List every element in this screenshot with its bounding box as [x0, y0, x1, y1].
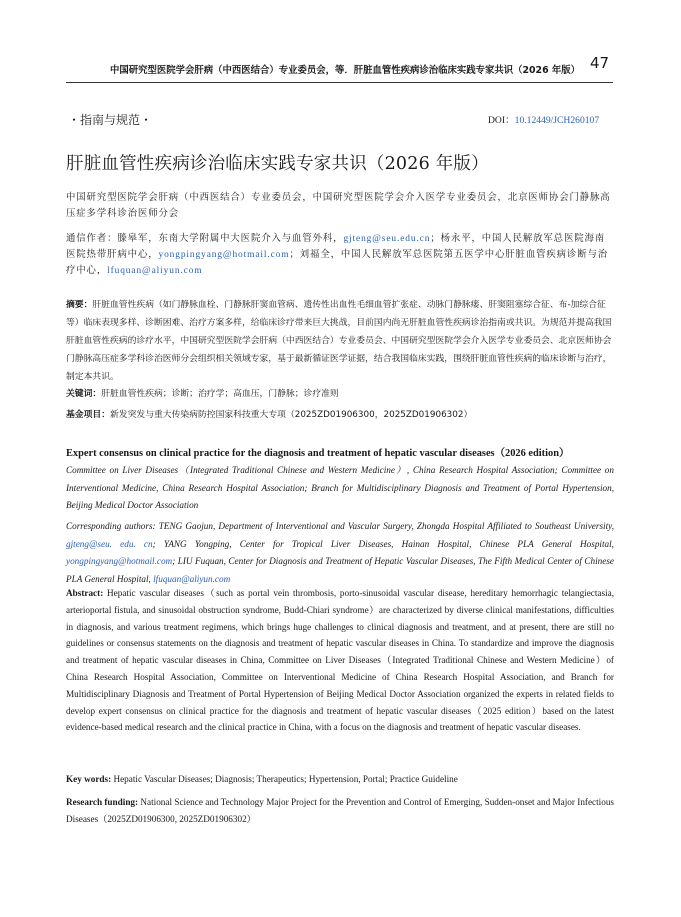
email-link-teng[interactable]: gjteng@seu.edu.cn	[343, 234, 431, 244]
running-header: 中国研究型医院学会肝病（中西医结合）专业委员会，等．肝脏血管性疾病诊治临床实践专家共识（2026 年版）	[110, 65, 580, 76]
funding-cn-text: 新发突发与重大传染病防控国家科技重大专项（2025ZD01906300，2025ZD01906302）	[110, 410, 473, 420]
doi-label: DOI：	[488, 115, 515, 126]
keywords-en-text: Hepatic Vascular Diseases; Diagnosis; Therapeutics; Hypertension, Portal; Practice Guideline	[111, 774, 458, 784]
page-number: 47	[590, 54, 610, 72]
section-tag: ・指南与规范・	[68, 113, 153, 127]
corresponding-en-prefix: Corresponding authors: TENG Gaojun, Department of Interventional and Vascular Surgery, Zhongda Hospital Affiliated to Southeast University,	[66, 521, 614, 531]
funding-en	[66, 794, 614, 828]
corresponding-cn-mid1: ；杨永平，中国人民解放军总医院海南医院热带肝病中心，	[66, 233, 606, 260]
abstract-en-label: Abstract:	[66, 588, 104, 598]
doi	[488, 112, 599, 126]
corresponding-cn-prefix: 通信作者：滕皋军，东南大学附属中大医院介入与血管外科，	[66, 233, 344, 244]
email-link-liu[interactable]: lfuquan@aliyun.com	[107, 266, 203, 276]
abstract-cn-label: 摘要：	[66, 300, 93, 310]
email-link-teng-en[interactable]: gjteng@seu. edu. cn	[66, 538, 153, 549]
title-en: Expert consensus on clinical practice for the diagnosis and treatment of hepatic vascular diseases（2026 edition）	[66, 448, 570, 459]
email-link-yang[interactable]: yongpingyang@hotmail.com	[158, 250, 290, 260]
abstract-cn-text: 肝脏血管性疾病（如门静脉血栓、门静脉肝窦血管病、遗传性出血性毛细血管扩张症、动脉门静脉瘘、肝窦阻塞综合征、布-加综合征等）临床表现多样、诊断困难、治疗方案多样，给临床诊疗带来巨大挑战，目前国内尚无肝脏血管性疾病诊治指南或共识。为规范并提高我国肝脏血管性疾病的诊疗水平，中国研究型医院学会肝病（中西医结合）专业委员会、中国研究型医院学会介入医学专业委员会、北京医师协会门静脉高压症多学科诊治医师分会组织相关领域专家，基于最新循证医学证据，结合我国临床实践，围绕肝脏血管性疾病的临床诊断与治疗，制定本共识。	[66, 300, 612, 382]
corresponding-en-mid2: ; LIU Fuquan, Center for Diagnosis and Treatment of Hepatic Vascular Diseases, The Fifth Medical Center of Chinese PLA General Hospital,	[66, 556, 614, 584]
funding-cn	[66, 406, 614, 424]
corresponding-en	[66, 518, 614, 588]
title-cn: 肝脏血管性疾病诊治临床实践专家共识（2026 年版）	[66, 154, 489, 174]
email-link-liu-en[interactable]: lfuquan@aliyun.com	[153, 573, 231, 584]
email-link-yang-en[interactable]: yongpingyang@hotmail.com	[66, 556, 173, 566]
abstract-en-text: Hepatic vascular diseases（such as portal vein thrombosis, porto-sinusoidal vascular disease, hereditary hemorrhagic telangiectasia, arterioportal fistula, and sinusoidal obstruction syndrome, Budd-Chiari syndrome）are characterized by diverse clinical manifestations, difficulties in diagnosis, and various treatment regimens, which brings huge challenges to clinical diagnosis and treatment, and at present, there are still no guidelines or consensus statements on the diagnosis and treatment of hepatic vascular diseases in China. To standardize and improve the diagnosis and treatment of hepatic vascular diseases in China, Committee on Liver Diseases（Integrated Traditional Chinese and Western Medicine）of China Research Hospital Association, Committee on Interventional Medicine of China Research Hospital Association, and Branch for Multidisciplinary Diagnosis and Treatment of Portal Hypertension of Beijing Medical Doctor Association organized the experts in related fields to develop expert consensus on clinical practice for the diagnosis and treatment of hepatic vascular diseases（2025 edition）based on the latest evidence-based medical research and the clinical practice in China, with a focus on the diagnosis and treatment of hepatic vascular diseases.	[66, 588, 614, 733]
keywords-cn	[66, 385, 614, 403]
doi-link[interactable]: 10.12449/JCH260107	[514, 115, 600, 126]
corresponding-cn-mid2: ；刘福全，中国人民解放军总医院第五医学中心肝脏血管疾病诊断与治疗中心，	[66, 249, 609, 276]
abstract-cn	[66, 296, 614, 386]
funding-en-text: National Science and Technology Major Project for the Prevention and Control of Emerging, Sudden-onset and Major Infectious Diseases（2025ZD01906300, 2025ZD01906302）	[66, 797, 614, 824]
corresponding-en-mid1: ; YANG Yongping, Center for Tropical Liver Diseases, Hainan Hospital, Chinese PLA General Hospital,	[152, 538, 614, 549]
corresponding-cn	[66, 231, 614, 279]
keywords-cn-text: 肝脏血管性疾病；诊断；治疗学；高血压，门静脉；诊疗准则	[101, 389, 339, 399]
authors-cn: 中国研究型医院学会肝病（中西医结合）专业委员会，中国研究型医院学会介入医学专业委员会，北京医师协会门静脉高压症多学科诊治医师分会	[66, 192, 611, 219]
funding-cn-label: 基金项目：	[66, 410, 110, 420]
keywords-cn-label: 关键词：	[66, 389, 102, 399]
keywords-en	[66, 771, 614, 788]
authors-en: Committee on Liver Diseases（Integrated Traditional Chinese and Western Medicine）, China Research Hospital Association; Committee on Interventional Medicine, China Research Hospital Association; Branch for Multidisciplinary Diagnosis and Treatment of Portal Hypertension, Beijing Medical Doctor Association	[66, 465, 614, 510]
funding-en-label: Research funding:	[66, 797, 139, 807]
header-rule	[66, 82, 613, 83]
keywords-en-label: Key words:	[66, 774, 112, 784]
abstract-en	[66, 585, 614, 736]
